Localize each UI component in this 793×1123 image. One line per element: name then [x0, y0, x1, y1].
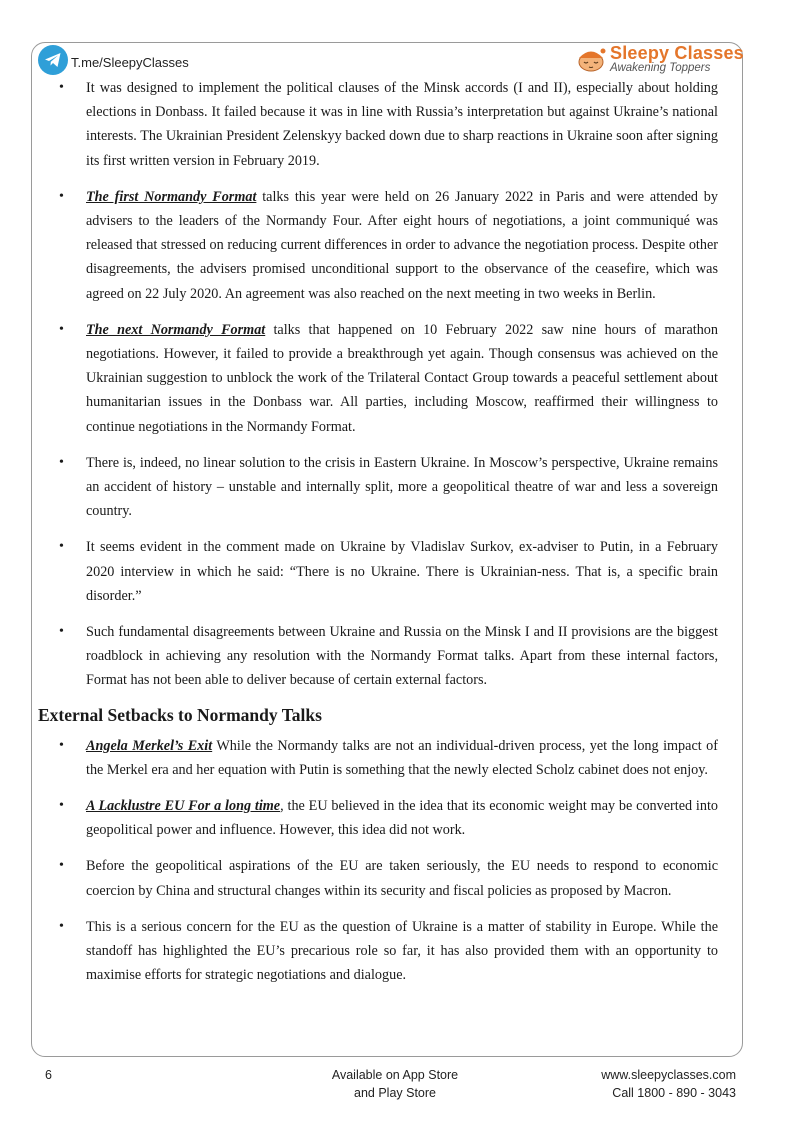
telegram-icon	[38, 45, 68, 75]
bullet-list-bottom	[38, 734, 718, 988]
app-store-note: Available on App Store and Play Store	[331, 1068, 459, 1100]
page-number: 6	[45, 1068, 52, 1082]
bullet-lead: Angela Merkel’s Exit	[86, 737, 213, 754]
website-link[interactable]: www.sleepyclasses.com	[601, 1068, 736, 1082]
list-item: • Such fundamental disagreements between Ukraine and Russia on the Minsk I and II provisions are the biggest roadblock in achieving any resolution with the Normandy Format talks. Apart from these internal factors, Format has not been able to deliver because of certain external factors.	[38, 620, 718, 693]
list-item: • The next Normandy Format talks that happened on 10 February 2022 saw nine hours of marathon negotiations. However, it failed to provide a breakthrough yet again. Though consensus was achieved on the Ukrainian suggestion to unblock the work of the Trilateral Contact Group towards a peaceful settlement about humanitarian issues in the Donbass war. All parties, including Moscow, reaffirmed their willingness to continue negotiations in the Normandy Format.	[38, 318, 718, 439]
list-item: • It was designed to implement the political clauses of the Minsk accords (I and II), especially about holding elections in Donbass. It failed because it was in line with Russia’s interpretation but against Ukraine’s national interests. The Ukrainian President Zelenskyy backed down due to sharp reactions in Ukraine soon after signing its first written version in February 2019.	[38, 76, 718, 173]
list-item: • This is a serious concern for the EU as the question of Ukraine is a matter of stability in Europe. While the standoff has highlighted the EU’s precarious role so far, it has also provided them with an opportunity to maximise efforts for strategic negotiations and dialogue.	[38, 915, 718, 988]
bullet-lead: A Lacklustre EU For a long time	[86, 798, 281, 815]
list-item: • It seems evident in the comment made on Ukraine by Vladislav Surkov, ex-adviser to Putin, in a February 2020 interview in which he said: “There is no Ukraine. There is Ukrainian-ness. That is, a specific brain disorder.”	[38, 535, 718, 608]
list-item: • Before the geopolitical aspirations of the EU are taken seriously, the EU needs to respond to economic coercion by China and structural changes within its security and fiscal policies as proposed by Macron.	[38, 854, 718, 902]
telegram-link-text: T.me/SleepyClasses	[71, 54, 189, 70]
document-body	[38, 76, 718, 1000]
bullet-lead: The first Normandy Format	[86, 188, 257, 205]
list-item: • There is, indeed, no linear solution to the crisis in Eastern Ukraine. In Moscow’s perspective, Ukraine remains an accident of history – unstable and internally split, more a geopolitical theatre of war and less a sovereign country.	[38, 451, 718, 524]
contact-info	[601, 1066, 736, 1102]
section-heading: External Setbacks to Normandy Talks	[38, 704, 322, 725]
telegram-link[interactable]	[38, 45, 189, 75]
list-item: • A Lacklustre EU For a long time, the EU believed in the idea that its economic weight may be converted into geopolitical power and influence. However, this idea did not work.	[38, 794, 718, 842]
sleeping-face-icon	[576, 45, 606, 73]
brand-title: Sleepy Classes	[610, 43, 744, 63]
brand-tagline: Awakening Toppers	[610, 62, 711, 74]
list-item: • Angela Merkel’s Exit While the Normandy talks are not an individual-driven process, yet the long impact of the Merkel era and her equation with Putin is something that the newly elected Scholz cabinet does not enjoy.	[38, 734, 718, 782]
bullet-lead: The next Normandy Format	[86, 321, 266, 338]
list-item: • The first Normandy Format talks this year were held on 26 January 2022 in Paris and were attended by advisers to the leaders of the Normandy Four. After eight hours of negotiations, a joint communiqué was released that stressed on reducing current differences in order to advance the negotiation process. Despite other disagreements, the advisers promised unconditional support to the observance of the ceasefire, which was agreed on 22 July 2020. An agreement was also reached on the next meeting in two weeks in Berlin.	[38, 185, 718, 306]
phone-number: Call 1800 - 890 - 3043	[612, 1086, 736, 1100]
bullet-list-top	[38, 76, 718, 693]
brand-logo	[576, 44, 744, 75]
